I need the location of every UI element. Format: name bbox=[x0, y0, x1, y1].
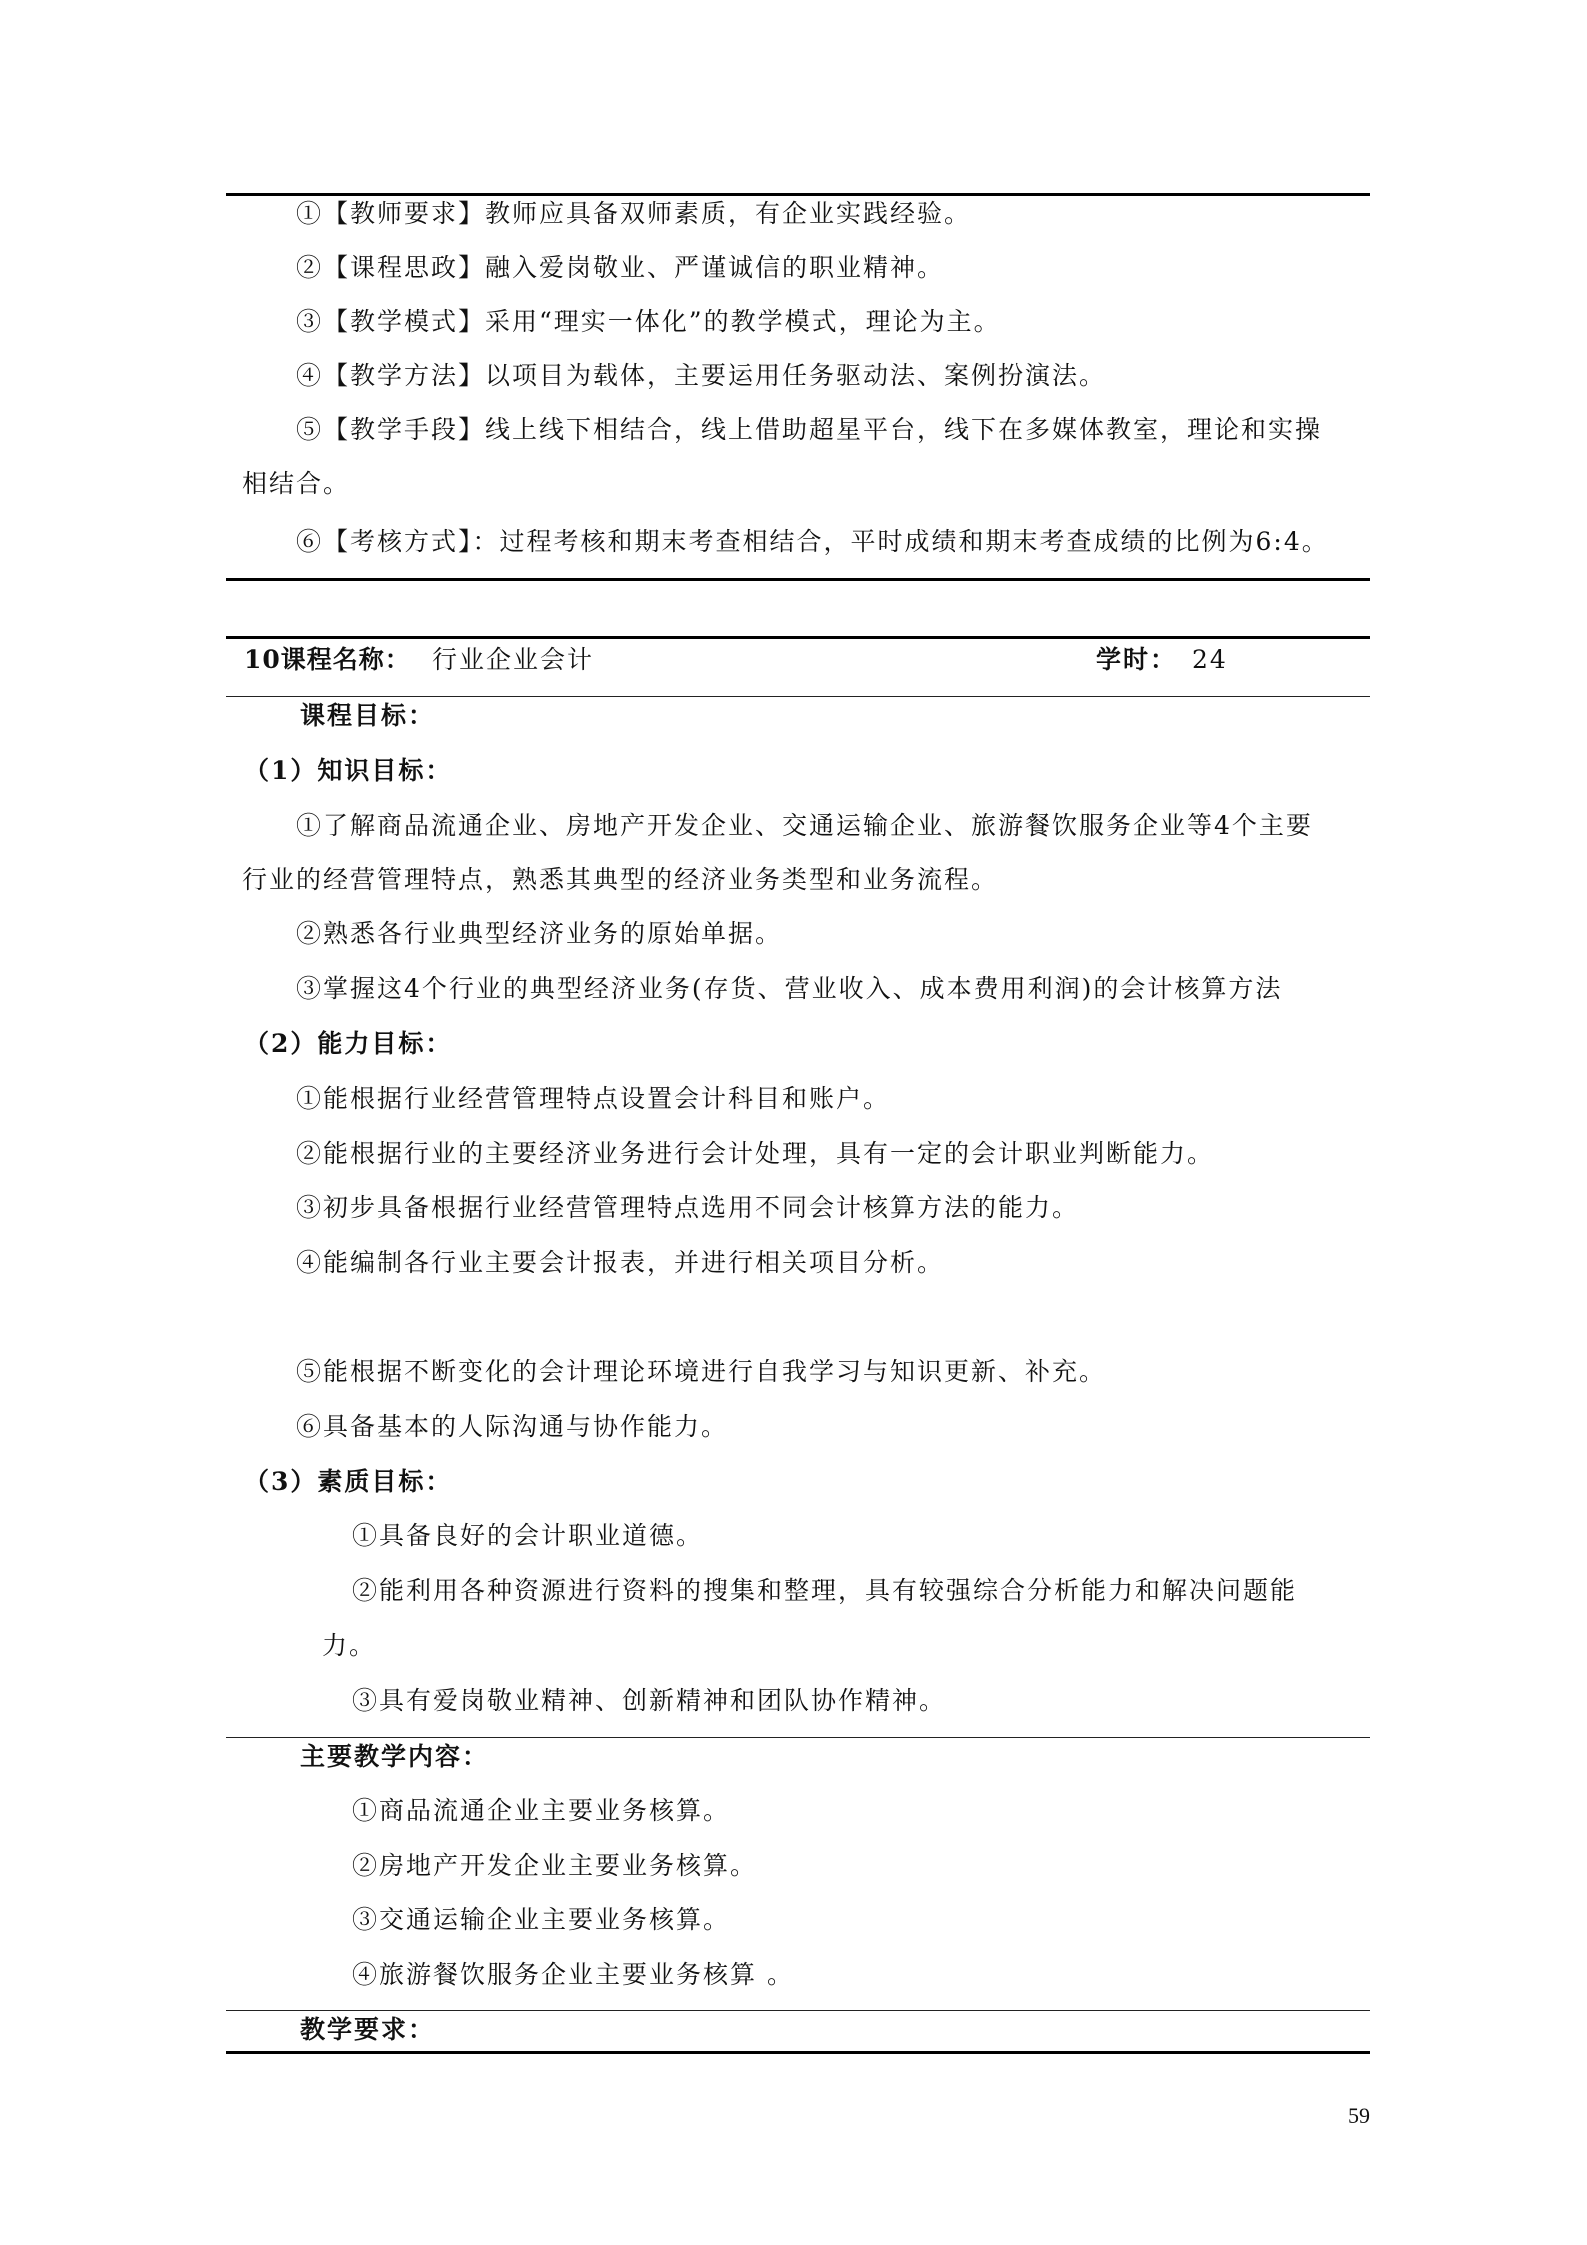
quality-item-1: ①具备良好的会计职业道德。 bbox=[352, 1521, 704, 1550]
course-header-bottom-rule bbox=[226, 696, 1370, 697]
teaching-method-line: ④【教学方法】以项目为载体，主要运用任务驱动法、案例扮演法。 bbox=[296, 361, 1107, 390]
teaching-means-line-cont: 相结合。 bbox=[242, 469, 351, 498]
objectives-heading: 课程目标： bbox=[300, 701, 436, 730]
quality-heading: （3）素质目标： bbox=[244, 1467, 453, 1496]
course-name-label: 10课程名称： bbox=[244, 645, 411, 674]
knowledge-item-1: ①了解商品流通企业、房地产开发企业、交通运输企业、旅游餐饮服务企业等4个主要 bbox=[296, 811, 1313, 840]
ability-item-4: ④能编制各行业主要会计报表，并进行相关项目分析。 bbox=[296, 1248, 945, 1277]
quality-item-2-cont: 力。 bbox=[322, 1631, 377, 1660]
knowledge-item-2: ②熟悉各行业典型经济业务的原始单据。 bbox=[296, 919, 783, 948]
ability-item-5: ⑤能根据不断变化的会计理论环境进行自我学习与知识更新、补充。 bbox=[296, 1357, 1107, 1386]
ability-item-3: ③初步具备根据行业经营管理特点选用不同会计核算方法的能力。 bbox=[296, 1193, 1080, 1222]
page-number: 59 bbox=[1348, 2103, 1370, 2128]
ability-item-1: ①能根据行业经营管理特点设置会计科目和账户。 bbox=[296, 1084, 891, 1113]
content-heading: 主要教学内容： bbox=[300, 1742, 490, 1771]
course-hours-value: 24 bbox=[1192, 645, 1228, 674]
quality-item-2: ②能利用各种资源进行资料的搜集和整理，具有较强综合分析能力和解决问题能 bbox=[352, 1576, 1298, 1605]
knowledge-heading: （1）知识目标： bbox=[244, 756, 453, 785]
assessment-line: ⑥【考核方式】：过程考核和期末考查相结合，平时成绩和期末考查成绩的比例为6:4。 bbox=[296, 527, 1329, 556]
top-rule bbox=[226, 193, 1370, 196]
course-name-value: 行业企业会计 bbox=[432, 645, 595, 674]
content-item-2: ②房地产开发企业主要业务核算。 bbox=[352, 1851, 758, 1880]
section-end-rule bbox=[226, 578, 1370, 581]
course-header-top-rule bbox=[226, 636, 1370, 639]
teacher-requirement-line: ①【教师要求】教师应具备双师素质，有企业实践经验。 bbox=[296, 199, 972, 228]
content-item-1: ①商品流通企业主要业务核算。 bbox=[352, 1796, 731, 1825]
ability-item-6: ⑥具备基本的人际沟通与协作能力。 bbox=[296, 1412, 729, 1441]
teaching-mode-line: ③【教学模式】采用“理实一体化”的教学模式，理论为主。 bbox=[296, 307, 1001, 336]
requirements-top-rule bbox=[226, 2010, 1370, 2011]
content-item-4: ④旅游餐饮服务企业主要业务核算 。 bbox=[352, 1960, 794, 1989]
knowledge-item-1-cont: 行业的经营管理特点，熟悉其典型的经济业务类型和业务流程。 bbox=[242, 865, 999, 894]
requirements-heading: 教学要求： bbox=[300, 2015, 436, 2044]
course-hours-label: 学时： bbox=[1096, 645, 1178, 674]
teaching-means-line: ⑤【教学手段】线上线下相结合，线上借助超星平台，线下在多媒体教室，理论和实操 bbox=[296, 415, 1323, 444]
ideology-line: ②【课程思政】融入爱岗敬业、严谨诚信的职业精神。 bbox=[296, 253, 945, 282]
quality-item-3: ③具有爱岗敬业精神、创新精神和团队协作精神。 bbox=[352, 1686, 947, 1715]
ability-heading: （2）能力目标： bbox=[244, 1029, 453, 1058]
content-item-3: ③交通运输企业主要业务核算。 bbox=[352, 1905, 731, 1934]
content-top-rule bbox=[226, 1737, 1370, 1738]
knowledge-item-3: ③掌握这4个行业的典型经济业务(存货、营业收入、成本费用利润)的会计核算方法 bbox=[296, 974, 1283, 1003]
ability-item-2: ②能根据行业的主要经济业务进行会计处理，具有一定的会计职业判断能力。 bbox=[296, 1139, 1215, 1168]
bottom-rule bbox=[226, 2051, 1370, 2054]
